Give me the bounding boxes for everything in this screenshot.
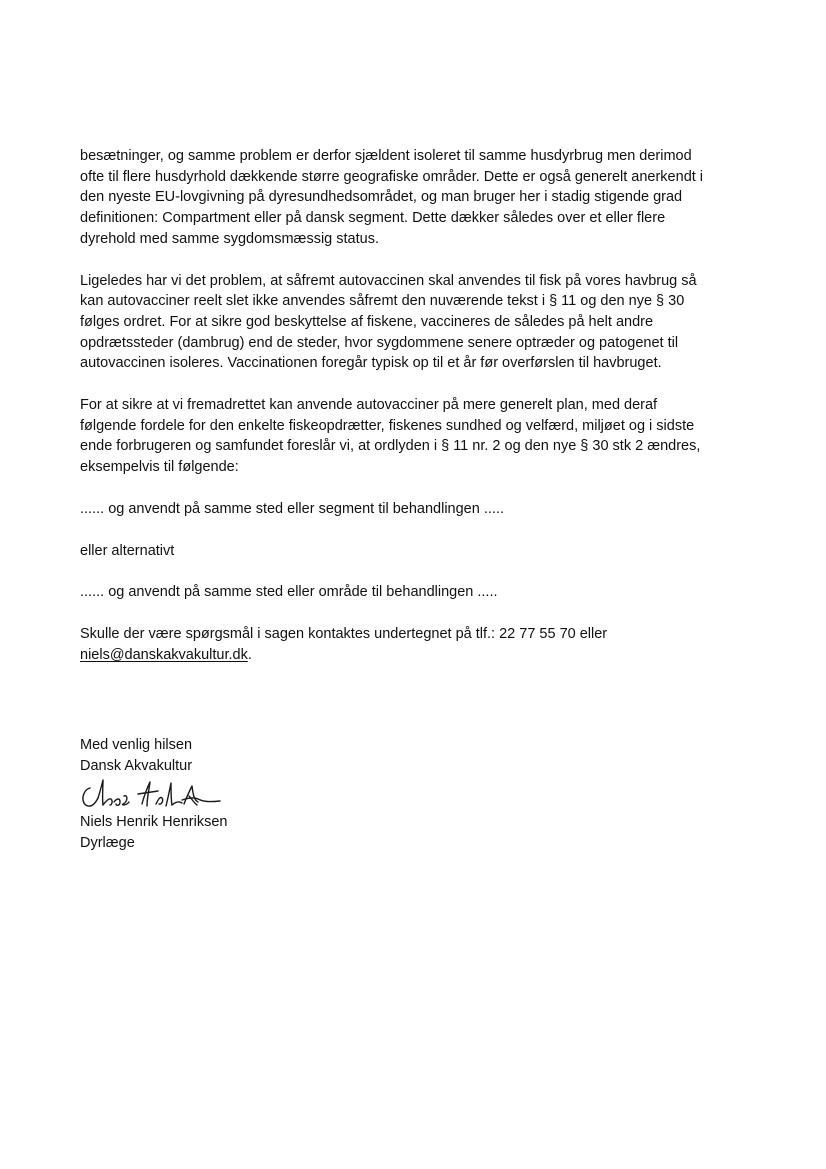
text-line: følges ordret. For at sikre god beskyttelse af fiskene, vaccineres de således på helt andre [80, 313, 654, 330]
text-line: den nyeste EU-lovgivning på dyresundhedsområdet, og man bruger her i stadig stigende grad [80, 189, 683, 206]
text-line: definitionen: Compartment eller på dansk segment. Dette dækker således over et eller flere [80, 210, 666, 227]
text-line: For at sikre at vi fremadrettet kan anvende autovacciner på mere generelt plan, med deraf [80, 397, 658, 414]
alternative-label: eller alternativt [80, 542, 175, 559]
contact-text: Skulle der være spørgsmål i sagen kontaktes undertegnet på tlf.: 22 77 55 70 eller [80, 625, 608, 642]
text-line: dyrehold med samme sygdomsmæssig status. [80, 230, 379, 247]
text-line: kan autovacciner reelt slet ikke anvendes såfremt den nuværende tekst i § 11 og den nye § 30 [80, 293, 685, 310]
contact-period: . [247, 646, 252, 663]
paragraph-fish-farming [80, 271, 756, 375]
contact-paragraph [80, 624, 756, 665]
email-link[interactable]: niels@danskakvakultur.dk [80, 646, 248, 663]
signer-name: Niels Henrik Henriksen [80, 814, 228, 831]
text-line: eksempelvis til følgende: [80, 459, 239, 476]
paragraph-proposal-intro [80, 395, 756, 478]
proposal-wording-area: ...... og anvendt på samme sted eller område til behandlingen ..... [80, 584, 498, 601]
contact-email-line [80, 645, 756, 666]
text-line: Ligeledes har vi det problem, at såfremt autovaccinen skal anvendes til fisk på vores havbrug så [80, 272, 697, 289]
paragraph-segment-definition [80, 146, 756, 250]
text-line: opdrætssteder (dambrug) end de steder, hvor sygdommene senere optræder og patogenet til [80, 334, 679, 351]
proposal-wording-segment: ...... og anvendt på samme sted eller segment til behandlingen ..... [80, 500, 504, 517]
text-line: autovaccinen isoleres. Vaccinationen foregår typisk op til et år før overførslen til havbruget. [80, 355, 662, 372]
signer-title: Dyrlæge [80, 835, 135, 852]
text-line: ende forbrugeren og samfundet foreslår vi, at ordlyden i § 11 nr. 2 og den nye § 30 stk 2 ændres, [80, 438, 701, 455]
organization-name: Dansk Akvakultur [80, 757, 193, 774]
text-line: ofte til flere husdyrhold dækkende større geografiske områder. Dette er også generelt anerkendt i [80, 168, 704, 185]
text-line: følgende fordele for den enkelte fiskeopdrætter, fiskenes sundhed og velfærd, miljøet og i sidste [80, 417, 695, 434]
text-line: besætninger, og samme problem er derfor sjældent isoleret til samme husdyrbrug men derimod [80, 148, 692, 164]
greeting: Med venlig hilsen [80, 737, 193, 753]
closing-block [80, 735, 380, 854]
handwritten-signature [76, 774, 226, 812]
letter-body [80, 146, 756, 665]
